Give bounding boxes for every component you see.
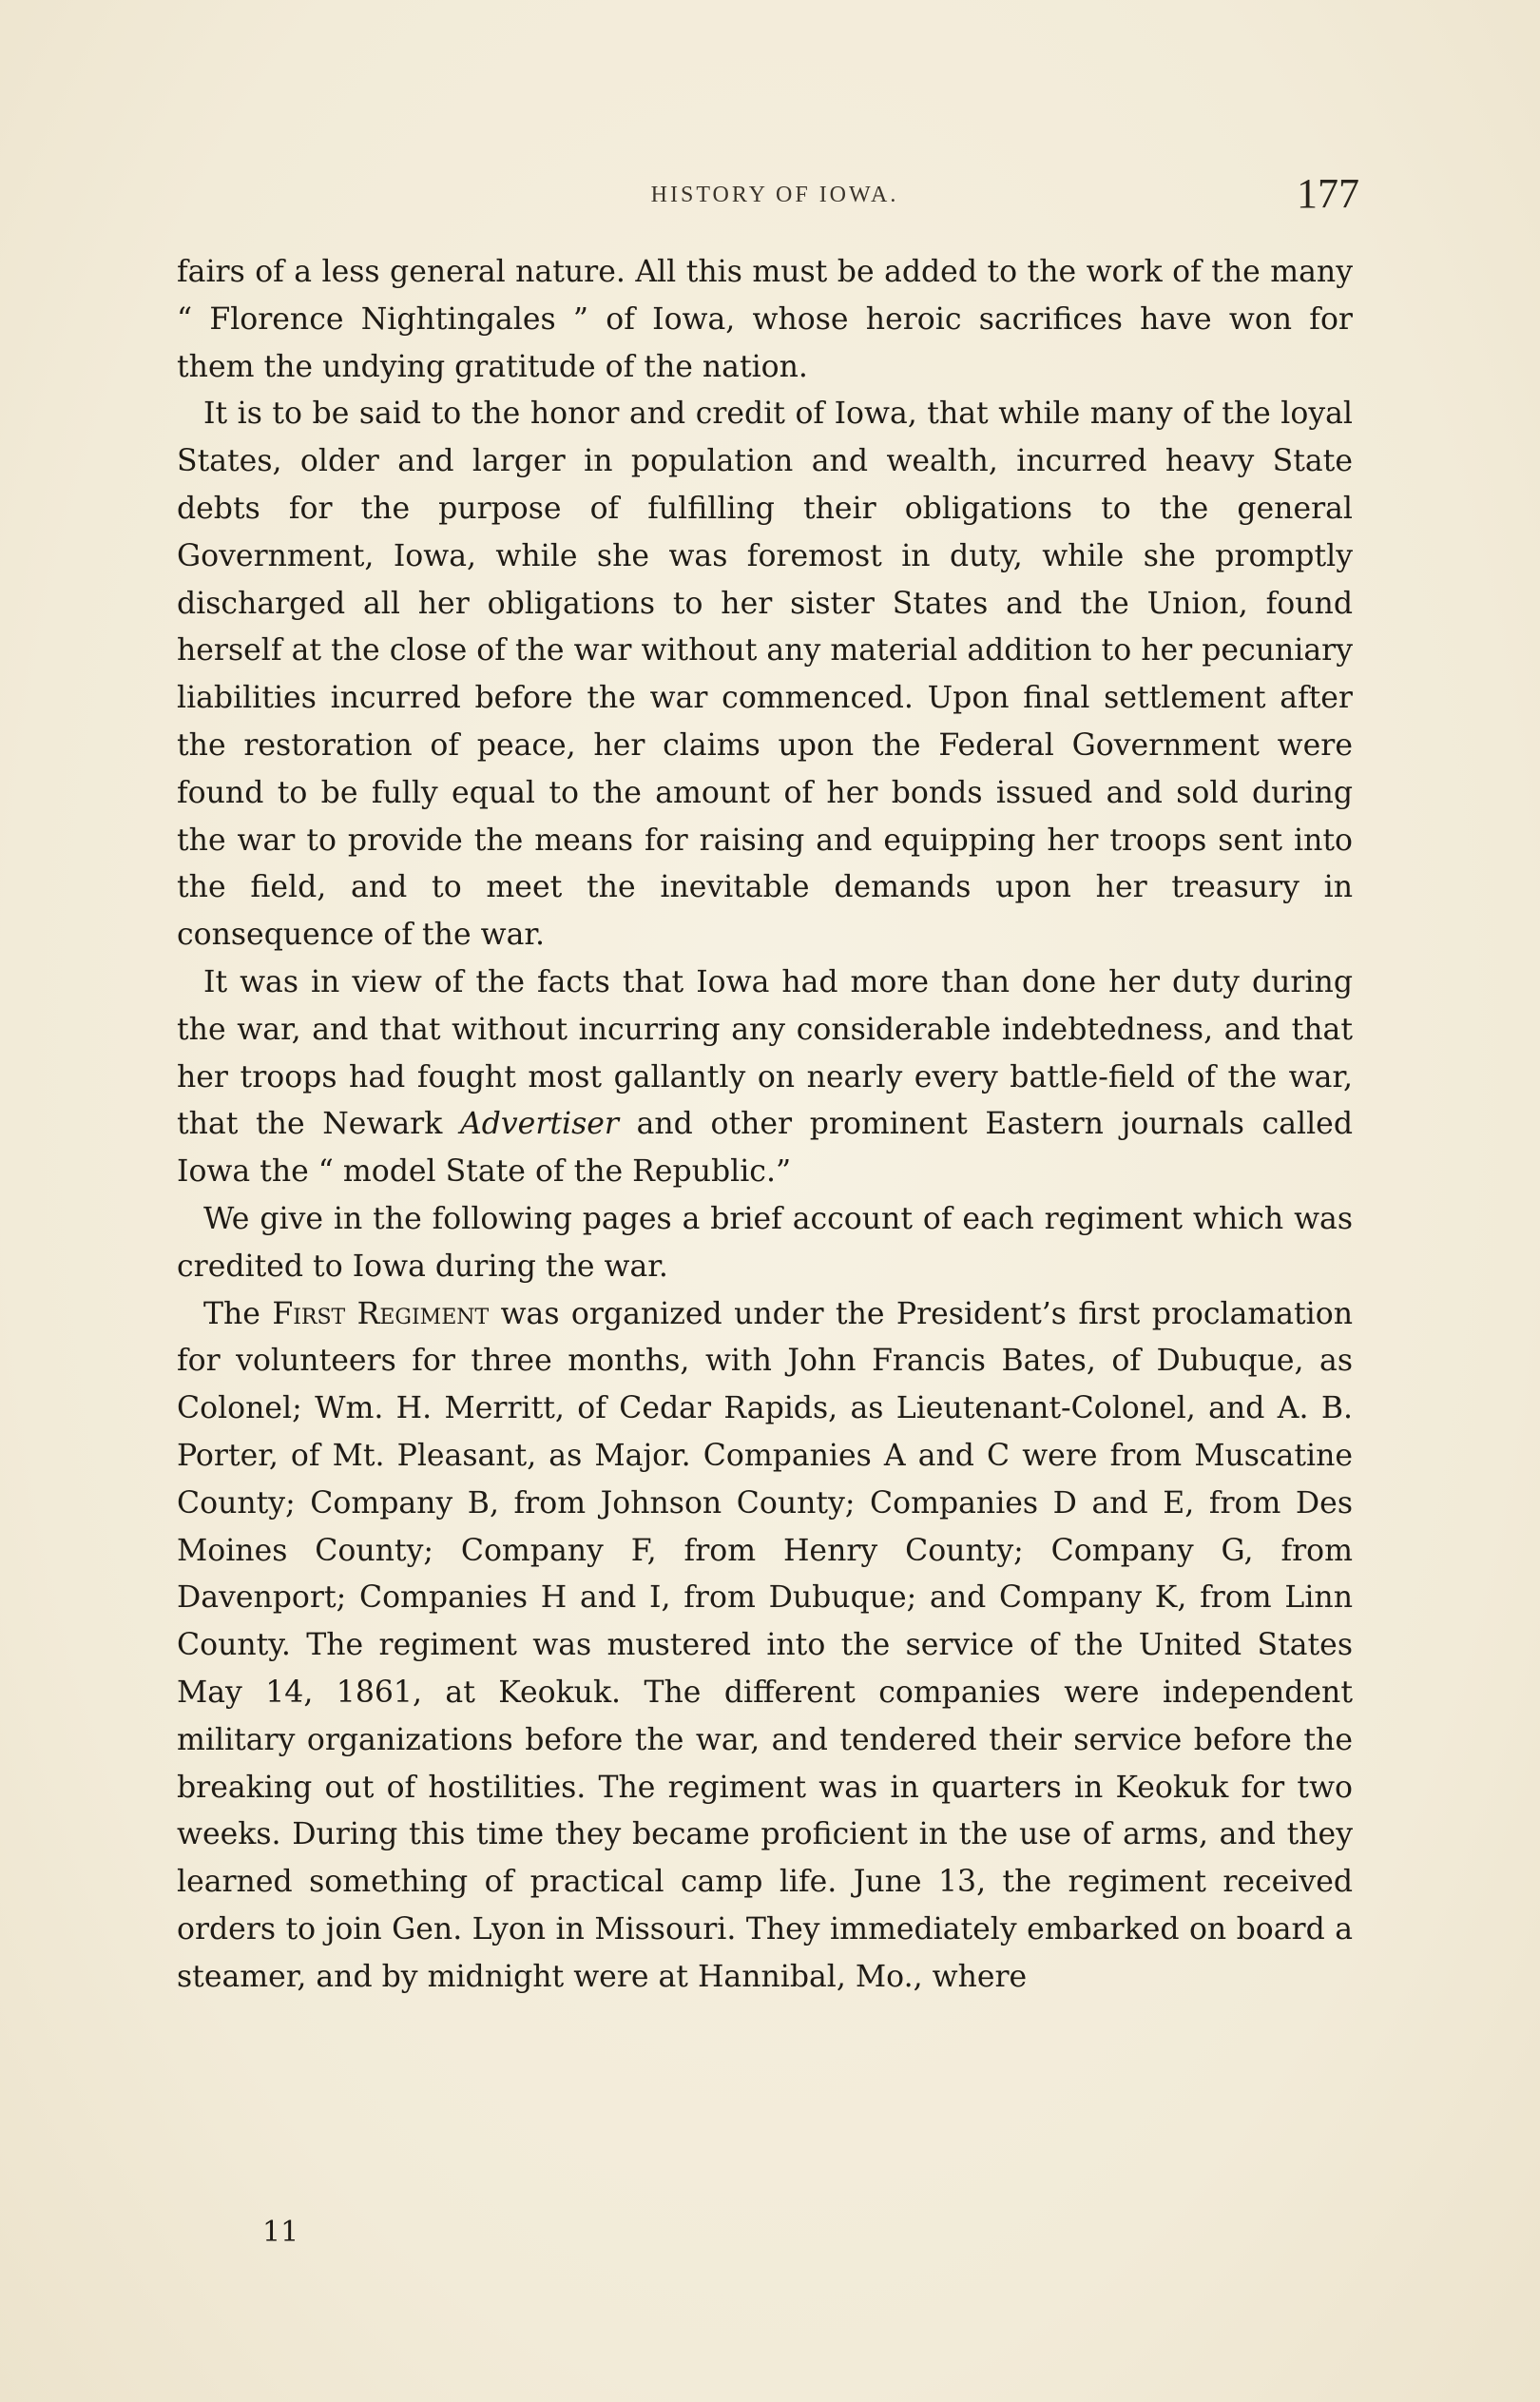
page-header <box>190 169 1359 226</box>
paragraph-first-regiment-text-1: The <box>203 1296 273 1331</box>
newspaper-title: Advertiser <box>459 1107 619 1142</box>
body-text <box>177 249 1353 2001</box>
paragraph-model-state <box>177 959 1353 1196</box>
regiment-heading: First Regiment <box>272 1296 490 1331</box>
running-head: HISTORY OF IOWA. <box>650 183 899 207</box>
paragraph-regiment-intro: We give in the following pages a brief account of each regiment which was credited to Iowa during the war. <box>177 1201 1353 1284</box>
paragraph-iowa-debts: It is to be said to the honor and credit of Iowa, that while many of the loyal States, older and larger in population and wealth, incurred heavy State debts for the purpose of fulfilling their obligations to the general Government, Iowa, while she was foremost in duty, while she promptly discharged all her obligations to her sister States and the Union, found herself at the close of the war without any material addition to her pecuniary liabilities incurred before the war commenced. Upon final settlement after the restoration of peace, her claims upon the Federal Government were found to be fully equal to the amount of her bonds issued and sold during the war to provide the means for raising and equipping her troops sent into the field, and to meet the inevitable demands upon her treasury in consequence of the war. <box>177 397 1353 953</box>
paragraph-first-regiment <box>177 1291 1353 2002</box>
paragraph-model-state-text-2: and other prominent Eastern journals called Iowa the “ model State of the Republic.” <box>177 1107 1353 1190</box>
paragraph-model-state-text-1: It was in view of the facts that Iowa had more than done her duty during the war, and that without incurring any considerable indebtedness, and that her troops had fought most gallantly on nearly every battle-field of the war, that the Newark <box>177 964 1353 1142</box>
page-number: 177 <box>1297 170 1359 217</box>
paragraph-first-regiment-text-2: was organized under the President’s first proclamation for volunteers for three months, with John Francis Bates, of Dubuque, as Colonel; Wm. H. Merritt, of Cedar Rapids, as Lieutenant-Colonel, and A. B. Porter, of Mt. Pleasant, as Major. Companies A and C were from Muscatine County; Company B, from Johnson County; Companies D and E, from Des Moines County; Company F, from Henry County; Company G, from Davenport; Companies H and I, from Dubuque; and Company K, from Linn County. The regiment was mustered into the service of the United States May 14, 1861, at Keokuk. The different companies were independent military organizations before the war, and tendered their service before the breaking out of hostilities. The regiment was in quarters in Keokuk for two weeks. During this time they became proficient in the use of arms, and they learned something of practical camp life. June 13, the regiment received orders to join Gen. Lyon in Missouri. They immediately embarked on board a steamer, and by midnight were at Hannibal, Mo., where <box>177 1296 1354 1994</box>
signature-mark: 11 <box>262 2216 299 2249</box>
paragraph-continuation: fairs of a less general nature. All this must be added to the work of the many “ Florence Nightingales ” of Iowa, whose heroic sacrifices have won for them the undying gratitude of the nation. <box>177 255 1353 384</box>
